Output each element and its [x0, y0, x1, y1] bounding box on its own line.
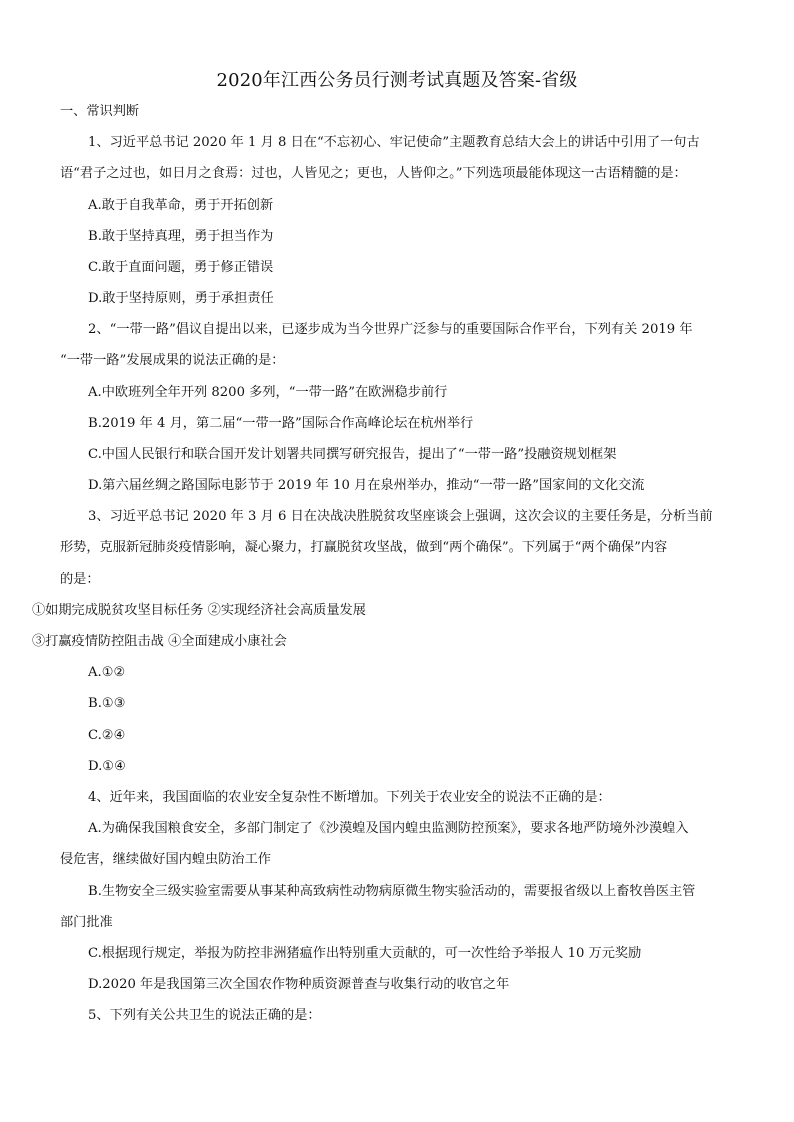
question-1-option-a: A.敢于自我革命，勇于开拓创新: [88, 198, 274, 213]
question-1-option-c: C.敢于直面问题，勇于修正错误: [88, 260, 274, 275]
question-4-stem: 4、近年来，我国面临的农业安全复杂性不断增加。下列关于农业安全的说法不正确的是：: [88, 790, 611, 805]
question-1-option-b: B.敢于坚持真理，勇于担当作为: [88, 229, 274, 244]
question-4-option-b-cont: 部门批准: [60, 915, 113, 930]
question-1-stem-cont: 语“君子之过也，如日月之食焉：过也，人皆见之；更也，人皆仰之。”下列选项最能体现这一古语精髓的是：: [60, 166, 687, 181]
question-2-option-c: C.中国人民银行和联合国开发计划署共同撰写研究报告，提出了“一带一路”投融资规划框架: [88, 447, 617, 462]
question-4-option-a: A.为确保我国粮食安全，多部门制定了《沙漠蝗及国内蝗虫监测防控预案》，要求各地严防境外沙漠蝗入: [88, 821, 689, 836]
document-title: 2020年江西公务员行测考试真题及答案-省级: [216, 70, 578, 91]
question-1-stem: 1、习近平总书记 2020 年 1 月 8 日在“不忘初心、牢记使命”主题教育总结大会上的讲话中引用了一句古: [88, 135, 700, 150]
question-3-items-2: ③打赢疫情防控阻击战 ④全面建成小康社会: [32, 634, 287, 649]
question-4-option-d: D.2020 年是我国第三次全国农作物种质资源普查与收集行动的收官之年: [88, 977, 510, 992]
question-2-stem-cont: “一带一路”发展成果的说法正确的是：: [60, 353, 285, 368]
question-3-option-b: B.①③: [88, 696, 126, 711]
question-4-option-c: C.根据现行规定，举报为防控非洲猪瘟作出特别重大贡献的，可一次性给予举报人 10 万元奖励: [88, 946, 642, 961]
question-3-stem-end: 的是：: [60, 572, 100, 587]
question-4-option-b: B.生物安全三级实验室需要从事某种高致病性动物病原微生物实验活动的，需要报省级以上畜牧兽医主管: [88, 884, 696, 899]
question-5-stem: 5、下列有关公共卫生的说法正确的是：: [88, 1008, 321, 1023]
question-3-option-d: D.①④: [88, 759, 126, 774]
question-3-option-a: A.①②: [88, 665, 126, 680]
question-4-option-a-cont: 侵危害，继续做好国内蝗虫防治工作: [60, 852, 271, 867]
question-3-option-c: C.②④: [88, 728, 126, 743]
section-heading: 一、常识判断: [60, 104, 140, 119]
question-2-option-a: A.中欧班列全年开列 8200 多列，“一带一路”在欧洲稳步前行: [88, 385, 448, 400]
question-3-stem: 3、习近平总书记 2020 年 3 月 6 日在决战决胜脱贫攻坚座谈会上强调，这次会议的主要任务是，分析当前: [88, 509, 713, 524]
question-2-stem: 2、“一带一路”倡议自提出以来，已逐步成为当今世界广泛参与的重要国际合作平台，下列有关 2019 年: [88, 322, 693, 337]
question-2-option-b: B.2019 年 4 月，第二届“一带一路”国际合作高峰论坛在杭州举行: [88, 416, 474, 431]
question-3-items-1: ①如期完成脱贫攻坚目标任务 ②实现经济社会高质量发展: [32, 603, 366, 618]
question-2-option-d: D.第六届丝绸之路国际电影节于 2019 年 10 月在泉州举办，推动“一带一路”国家间的文化交流: [88, 478, 645, 493]
question-1-option-d: D.敢于坚持原则，勇于承担责任: [88, 291, 274, 306]
question-3-stem-cont: 形势，克服新冠肺炎疫情影响，凝心聚力，打赢脱贫攻坚战，做到“两个确保”。下列属于“两个确保”内容: [60, 540, 668, 555]
